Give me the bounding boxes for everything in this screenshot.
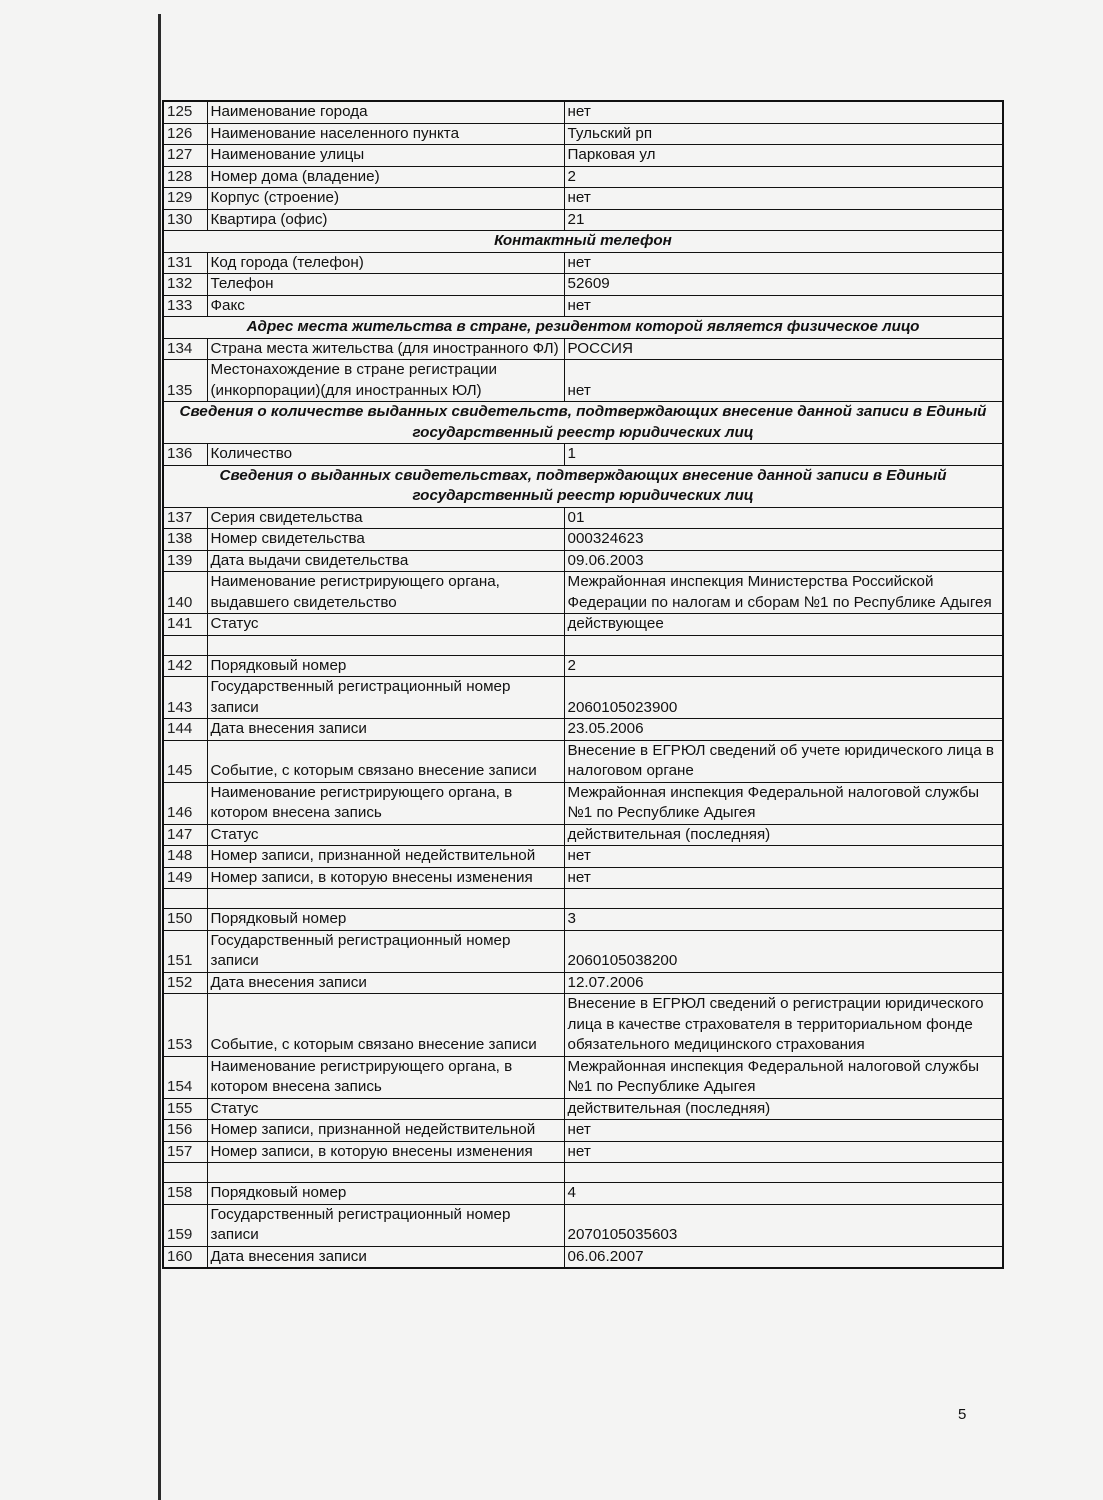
field-label: Событие, с которым связано внесение записи <box>207 740 564 782</box>
blank-cell <box>564 635 1003 655</box>
row-number: 130 <box>163 209 207 231</box>
table-row <box>163 145 1003 167</box>
table-row <box>163 824 1003 846</box>
table-row <box>163 719 1003 741</box>
field-label: Номер записи, в которую внесены изменения <box>207 1141 564 1163</box>
field-label: Порядковый номер <box>207 1183 564 1205</box>
field-label: Статус <box>207 1098 564 1120</box>
row-number: 156 <box>163 1120 207 1142</box>
table-row <box>163 677 1003 719</box>
blank-cell <box>564 1163 1003 1183</box>
field-label: Дата внесения записи <box>207 719 564 741</box>
row-number: 155 <box>163 1098 207 1120</box>
table-row <box>163 614 1003 636</box>
field-value: 000324623 <box>564 529 1003 551</box>
field-label: Номер записи, признанной недействительной <box>207 1120 564 1142</box>
blank-separator-row <box>163 1163 1003 1183</box>
field-value: действующее <box>564 614 1003 636</box>
table-row <box>163 782 1003 824</box>
section-title: Сведения о выданных свидетельствах, подтверждающих внесение данной записи в Единый государственный реестр юридических лиц <box>163 465 1003 507</box>
table-row <box>163 166 1003 188</box>
section-title: Контактный телефон <box>163 231 1003 253</box>
table-row <box>163 529 1003 551</box>
table-row <box>163 1098 1003 1120</box>
row-number: 150 <box>163 909 207 931</box>
field-label: Номер записи, в которую внесены изменения <box>207 867 564 889</box>
field-value: нет <box>564 1120 1003 1142</box>
field-value: 4 <box>564 1183 1003 1205</box>
field-label: Событие, с которым связано внесение записи <box>207 994 564 1057</box>
field-value: нет <box>564 846 1003 868</box>
field-label: Дата выдачи свидетельства <box>207 550 564 572</box>
table-row <box>163 846 1003 868</box>
field-label: Номер свидетельства <box>207 529 564 551</box>
row-number: 149 <box>163 867 207 889</box>
table-row <box>163 507 1003 529</box>
field-value: 01 <box>564 507 1003 529</box>
field-value: 12.07.2006 <box>564 972 1003 994</box>
table-body <box>163 101 1003 1268</box>
field-label: Код города (телефон) <box>207 252 564 274</box>
field-label: Наименование города <box>207 101 564 123</box>
table-row <box>163 994 1003 1057</box>
field-label: Местонахождение в стране регистрации (инкорпорации)(для иностранных ЮЛ) <box>207 360 564 402</box>
row-number: 144 <box>163 719 207 741</box>
row-number: 127 <box>163 145 207 167</box>
row-number: 154 <box>163 1056 207 1098</box>
table-row <box>163 444 1003 466</box>
row-number: 132 <box>163 274 207 296</box>
field-label: Государственный регистрационный номер записи <box>207 677 564 719</box>
table-row <box>163 972 1003 994</box>
field-value: нет <box>564 867 1003 889</box>
field-value: действительная (последняя) <box>564 1098 1003 1120</box>
field-value: 2 <box>564 655 1003 677</box>
row-number: 141 <box>163 614 207 636</box>
section-header-row <box>163 317 1003 339</box>
table-row <box>163 930 1003 972</box>
field-label: Порядковый номер <box>207 655 564 677</box>
table-row <box>163 188 1003 210</box>
field-label: Государственный регистрационный номер записи <box>207 1204 564 1246</box>
field-value: 09.06.2003 <box>564 550 1003 572</box>
blank-separator-row <box>163 889 1003 909</box>
table-row <box>163 655 1003 677</box>
row-number: 129 <box>163 188 207 210</box>
egrul-extract-table <box>162 100 1004 1269</box>
field-label: Телефон <box>207 274 564 296</box>
section-header-row <box>163 465 1003 507</box>
field-value: 23.05.2006 <box>564 719 1003 741</box>
field-label: Государственный регистрационный номер записи <box>207 930 564 972</box>
section-header-row <box>163 402 1003 444</box>
row-number: 160 <box>163 1246 207 1268</box>
field-value: Межрайонная инспекция Министерства Российской Федерации по налогам и сборам №1 по Республике Адыгея <box>564 572 1003 614</box>
table-row <box>163 252 1003 274</box>
field-label: Наименование регистрирующего органа, в котором внесена запись <box>207 1056 564 1098</box>
field-value: нет <box>564 101 1003 123</box>
row-number: 125 <box>163 101 207 123</box>
row-number: 147 <box>163 824 207 846</box>
field-value: 1 <box>564 444 1003 466</box>
row-number: 151 <box>163 930 207 972</box>
table-row <box>163 338 1003 360</box>
row-number: 145 <box>163 740 207 782</box>
section-header-row <box>163 231 1003 253</box>
blank-cell <box>163 1163 207 1183</box>
field-value: нет <box>564 252 1003 274</box>
row-number: 157 <box>163 1141 207 1163</box>
field-value: 52609 <box>564 274 1003 296</box>
field-label: Количество <box>207 444 564 466</box>
row-number: 148 <box>163 846 207 868</box>
table-row <box>163 101 1003 123</box>
field-value: 21 <box>564 209 1003 231</box>
field-label: Наименование регистрирующего органа, выдавшего свидетельство <box>207 572 564 614</box>
row-number: 158 <box>163 1183 207 1205</box>
field-value: 06.06.2007 <box>564 1246 1003 1268</box>
blank-cell <box>207 1163 564 1183</box>
field-label: Страна места жительства (для иностранного ФЛ) <box>207 338 564 360</box>
field-value: действительная (последняя) <box>564 824 1003 846</box>
row-number: 139 <box>163 550 207 572</box>
row-number: 152 <box>163 972 207 994</box>
table-row <box>163 740 1003 782</box>
table-row <box>163 572 1003 614</box>
section-title: Адрес места жительства в стране, резидентом которой является физическое лицо <box>163 317 1003 339</box>
table-row <box>163 295 1003 317</box>
row-number: 137 <box>163 507 207 529</box>
row-number: 135 <box>163 360 207 402</box>
field-value: Парковая ул <box>564 145 1003 167</box>
field-label: Наименование населенного пункта <box>207 123 564 145</box>
blank-cell <box>564 889 1003 909</box>
field-label: Дата внесения записи <box>207 1246 564 1268</box>
row-number: 134 <box>163 338 207 360</box>
field-value: нет <box>564 295 1003 317</box>
table-row <box>163 1141 1003 1163</box>
field-value: Внесение в ЕГРЮЛ сведений о регистрации юридического лица в качестве страхователя в территориальном фонде обязательного медицинского страхования <box>564 994 1003 1057</box>
row-number: 140 <box>163 572 207 614</box>
field-label: Квартира (офис) <box>207 209 564 231</box>
blank-cell <box>163 635 207 655</box>
row-number: 146 <box>163 782 207 824</box>
field-label: Статус <box>207 614 564 636</box>
field-value: нет <box>564 188 1003 210</box>
row-number: 128 <box>163 166 207 188</box>
blank-cell <box>207 889 564 909</box>
row-number: 142 <box>163 655 207 677</box>
row-number: 131 <box>163 252 207 274</box>
field-value: Тульский рп <box>564 123 1003 145</box>
row-number: 136 <box>163 444 207 466</box>
section-title: Сведения о количестве выданных свидетельств, подтверждающих внесение данной записи в Единый государственный реестр юридических лиц <box>163 402 1003 444</box>
table-row <box>163 867 1003 889</box>
field-label: Корпус (строение) <box>207 188 564 210</box>
field-label: Серия свидетельства <box>207 507 564 529</box>
field-value: 2070105035603 <box>564 1204 1003 1246</box>
field-label: Номер дома (владение) <box>207 166 564 188</box>
binding-margin-line <box>158 14 161 1500</box>
blank-separator-row <box>163 635 1003 655</box>
field-label: Наименование улицы <box>207 145 564 167</box>
row-number: 126 <box>163 123 207 145</box>
field-value: Межрайонная инспекция Федеральной налоговой службы №1 по Республике Адыгея <box>564 1056 1003 1098</box>
row-number: 133 <box>163 295 207 317</box>
page-number: 5 <box>958 1406 967 1423</box>
field-value: Межрайонная инспекция Федеральной налоговой службы №1 по Республике Адыгея <box>564 782 1003 824</box>
field-value: 2 <box>564 166 1003 188</box>
table-row <box>163 550 1003 572</box>
field-value: нет <box>564 1141 1003 1163</box>
field-label: Номер записи, признанной недействительной <box>207 846 564 868</box>
field-value: 3 <box>564 909 1003 931</box>
field-value: РОССИЯ <box>564 338 1003 360</box>
field-value: Внесение в ЕГРЮЛ сведений об учете юридического лица в налоговом органе <box>564 740 1003 782</box>
table-row <box>163 1056 1003 1098</box>
row-number: 138 <box>163 529 207 551</box>
row-number: 153 <box>163 994 207 1057</box>
table-row <box>163 1183 1003 1205</box>
field-label: Статус <box>207 824 564 846</box>
blank-cell <box>207 635 564 655</box>
blank-cell <box>163 889 207 909</box>
field-label: Факс <box>207 295 564 317</box>
table-row <box>163 1204 1003 1246</box>
field-value: нет <box>564 360 1003 402</box>
field-label: Порядковый номер <box>207 909 564 931</box>
row-number: 143 <box>163 677 207 719</box>
table-row <box>163 209 1003 231</box>
table-row <box>163 360 1003 402</box>
table-row <box>163 1246 1003 1268</box>
table-row <box>163 274 1003 296</box>
row-number: 159 <box>163 1204 207 1246</box>
field-value: 2060105023900 <box>564 677 1003 719</box>
field-label: Наименование регистрирующего органа, в котором внесена запись <box>207 782 564 824</box>
table-row <box>163 123 1003 145</box>
table-row <box>163 1120 1003 1142</box>
field-value: 2060105038200 <box>564 930 1003 972</box>
field-label: Дата внесения записи <box>207 972 564 994</box>
table-row <box>163 909 1003 931</box>
